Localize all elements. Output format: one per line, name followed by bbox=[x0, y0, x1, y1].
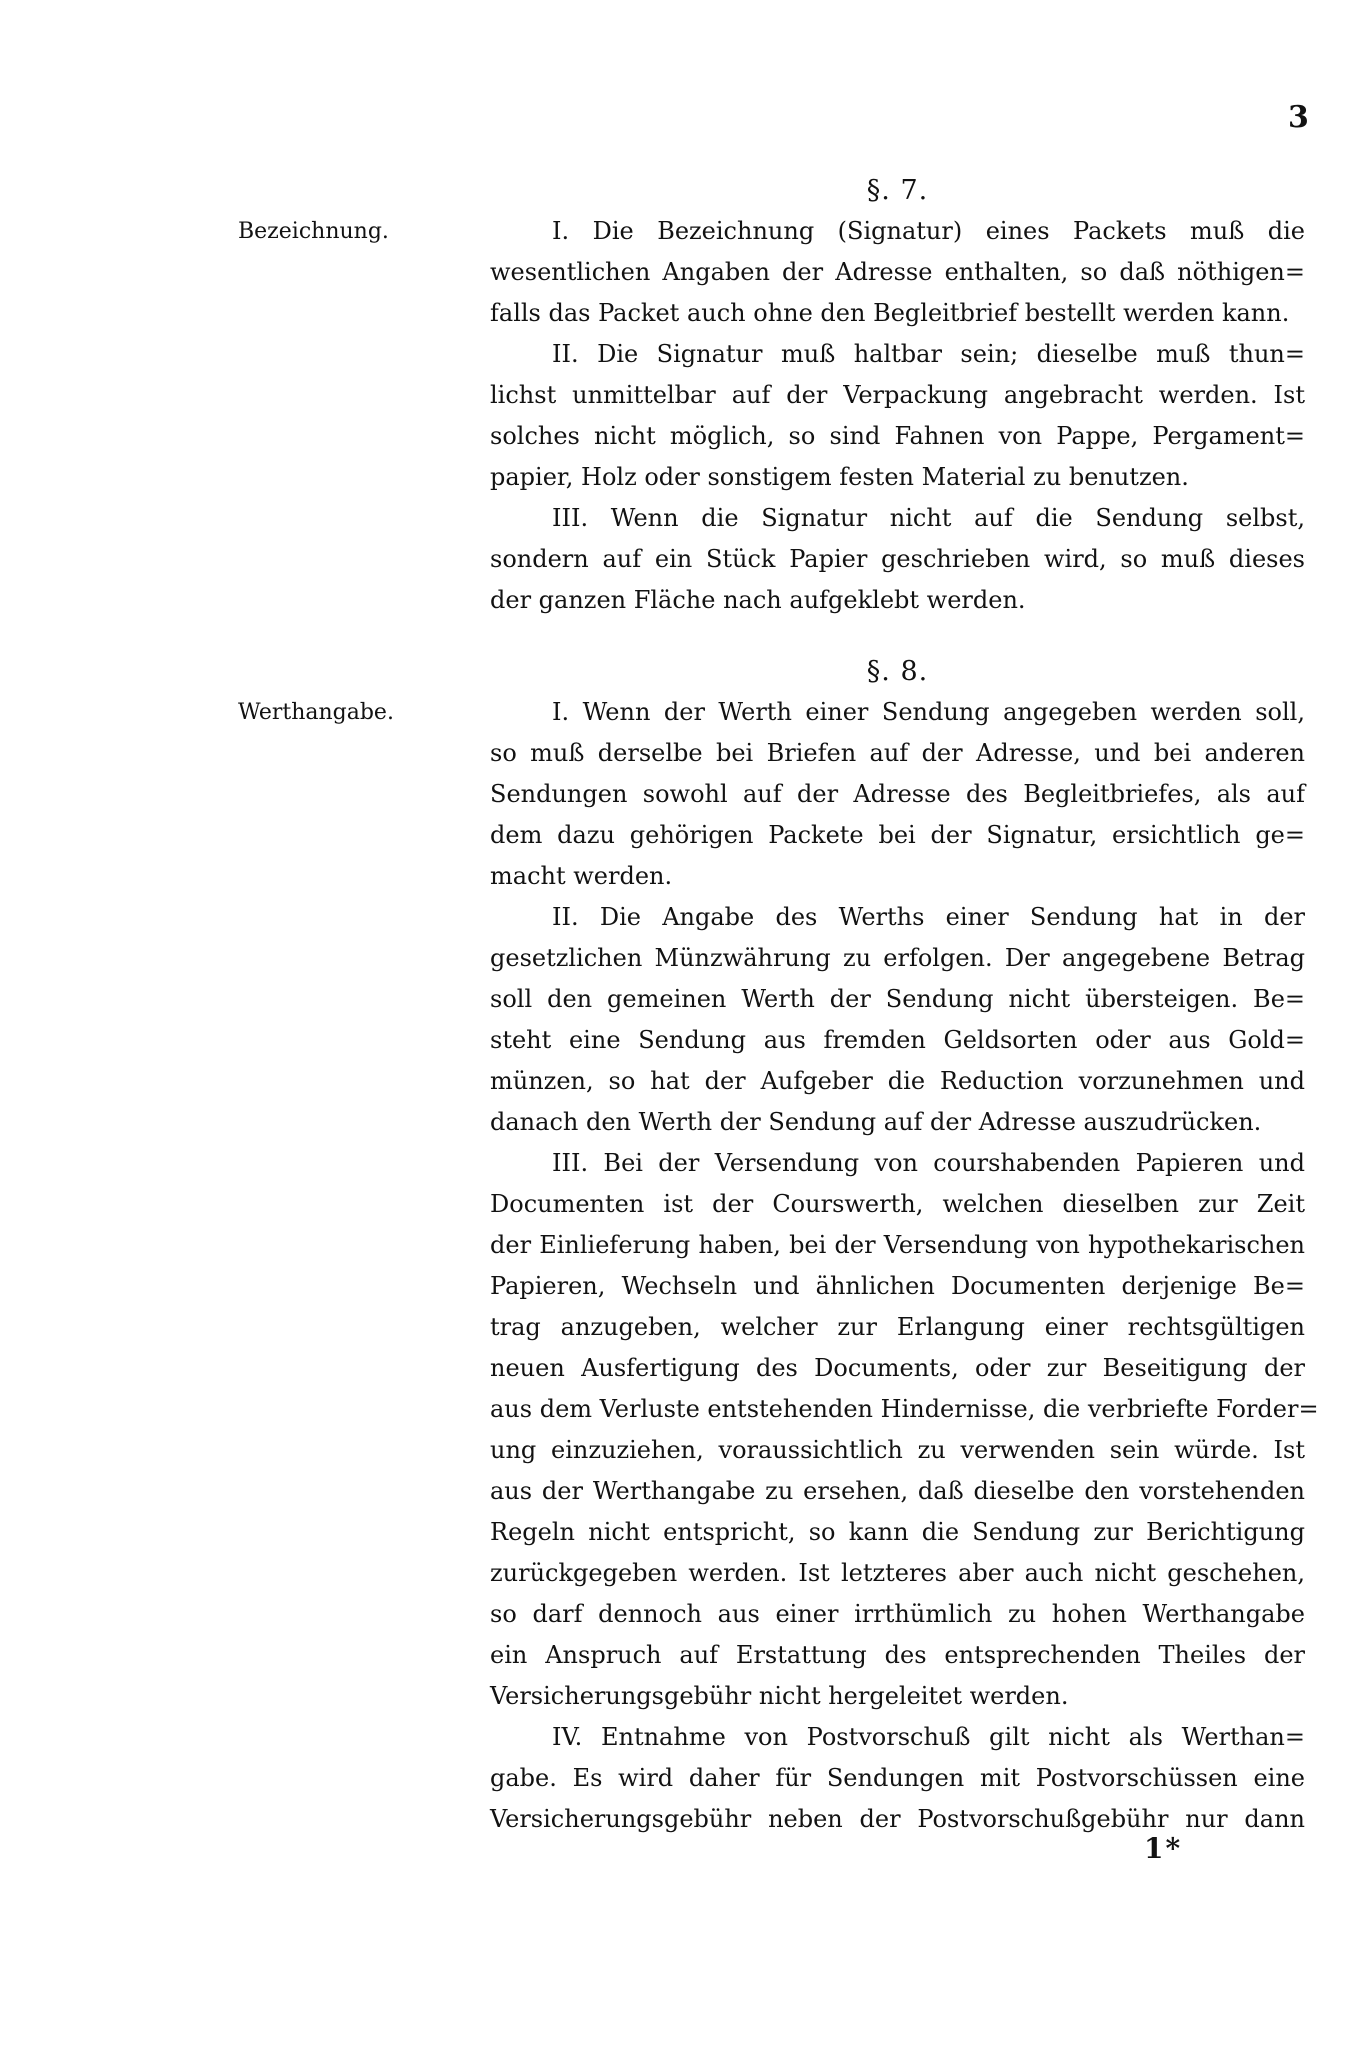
section bbox=[238, 651, 1319, 1840]
text-line: wesentlichen Angaben der Adresse enthalten, so daß nöthigen= bbox=[490, 258, 1305, 286]
margin-note: Bezeichnung. bbox=[238, 219, 389, 244]
text-line: falls das Packet auch ohne den Begleitbrief bestellt werden kann. bbox=[490, 299, 1290, 327]
text-line: neuen Ausfertigung des Documents, oder zur Beseitigung der bbox=[490, 1354, 1305, 1382]
page-number: 3 bbox=[1288, 100, 1309, 135]
section-heading: §. 8. bbox=[866, 656, 929, 687]
text-line: II. Die Angabe des Werths einer Sendung hat in der bbox=[552, 903, 1305, 931]
text-line: Documenten ist der Courswerth, welchen dieselben zur Zeit bbox=[490, 1190, 1305, 1218]
text-line: aus der Werthangabe zu ersehen, daß dieselbe den vorstehenden bbox=[490, 1477, 1305, 1505]
text-line: aus dem Verluste entstehenden Hindernisse, die verbriefte Forder= bbox=[490, 1395, 1319, 1423]
text-line: Versicherungsgebühr neben der Postvorschußgebühr nur dann bbox=[490, 1805, 1305, 1833]
text-line: Papieren, Wechseln und ähnlichen Documenten derjenige Be= bbox=[490, 1272, 1305, 1300]
text-line: dem dazu gehörigen Packete bei der Signatur, ersichtlich ge= bbox=[490, 821, 1305, 849]
text-line: gesetzlichen Münzwährung zu erfolgen. Der angegebene Betrag bbox=[490, 944, 1305, 972]
text-line: ein Anspruch auf Erstattung des entsprechenden Theiles der bbox=[490, 1641, 1305, 1669]
text-line: III. Bei der Versendung von courshabenden Papieren und bbox=[552, 1149, 1305, 1177]
text-line: IV. Entnahme von Postvorschuß gilt nicht als Werthan= bbox=[552, 1723, 1305, 1751]
text-column bbox=[238, 170, 1319, 1840]
section-heading: §. 7. bbox=[866, 175, 929, 206]
text-line: münzen, so hat der Aufgeber die Reduction vorzunehmen und bbox=[490, 1067, 1305, 1095]
text-line: steht eine Sendung aus fremden Geldsorten oder aus Gold= bbox=[490, 1026, 1305, 1054]
text-line: lichst unmittelbar auf der Verpackung angebracht werden. Ist bbox=[490, 381, 1305, 409]
text-line: der ganzen Fläche nach aufgeklebt werden. bbox=[490, 586, 1026, 614]
text-line: so muß derselbe bei Briefen auf der Adresse, und bei anderen bbox=[490, 739, 1305, 767]
signature-mark: 1* bbox=[1144, 1832, 1183, 1865]
text-line: I. Die Bezeichnung (Signatur) eines Packets muß die bbox=[552, 217, 1305, 245]
text-line: Sendungen sowohl auf der Adresse des Begleitbriefes, als auf bbox=[490, 780, 1305, 808]
text-line: solches nicht möglich, so sind Fahnen von Pappe, Pergament= bbox=[490, 422, 1305, 450]
text-line: danach den Werth der Sendung auf der Adresse auszudrücken. bbox=[490, 1108, 1262, 1136]
margin-note: Werthangabe. bbox=[238, 700, 394, 725]
text-line: papier, Holz oder sonstigem festen Material zu benutzen. bbox=[490, 463, 1189, 491]
text-line: III. Wenn die Signatur nicht auf die Sendung selbst, bbox=[552, 504, 1305, 532]
text-line: Versicherungsgebühr nicht hergeleitet werden. bbox=[490, 1682, 1069, 1710]
text-line: Regeln nicht entspricht, so kann die Sendung zur Berichtigung bbox=[490, 1518, 1305, 1546]
text-line: ung einzuziehen, voraussichtlich zu verwenden sein würde. Ist bbox=[490, 1436, 1305, 1464]
text-line: zurückgegeben werden. Ist letzteres aber auch nicht geschehen, bbox=[490, 1559, 1305, 1587]
text-line: I. Wenn der Werth einer Sendung angegeben werden soll, bbox=[552, 698, 1305, 726]
text-line: trag anzugeben, welcher zur Erlangung einer rechtsgültigen bbox=[490, 1313, 1305, 1341]
text-line: soll den gemeinen Werth der Sendung nicht übersteigen. Be= bbox=[490, 985, 1305, 1013]
text-line: so darf dennoch aus einer irrthümlich zu hohen Werthangabe bbox=[490, 1600, 1305, 1628]
text-line: sondern auf ein Stück Papier geschrieben wird, so muß dieses bbox=[490, 545, 1305, 573]
text-line: der Einlieferung haben, bei der Versendung von hypothekarischen bbox=[490, 1231, 1305, 1259]
section bbox=[238, 170, 1305, 621]
text-line: II. Die Signatur muß haltbar sein; dieselbe muß thun= bbox=[552, 340, 1305, 368]
text-line: gabe. Es wird daher für Sendungen mit Postvorschüssen eine bbox=[490, 1764, 1305, 1792]
text-line: macht werden. bbox=[490, 862, 673, 890]
